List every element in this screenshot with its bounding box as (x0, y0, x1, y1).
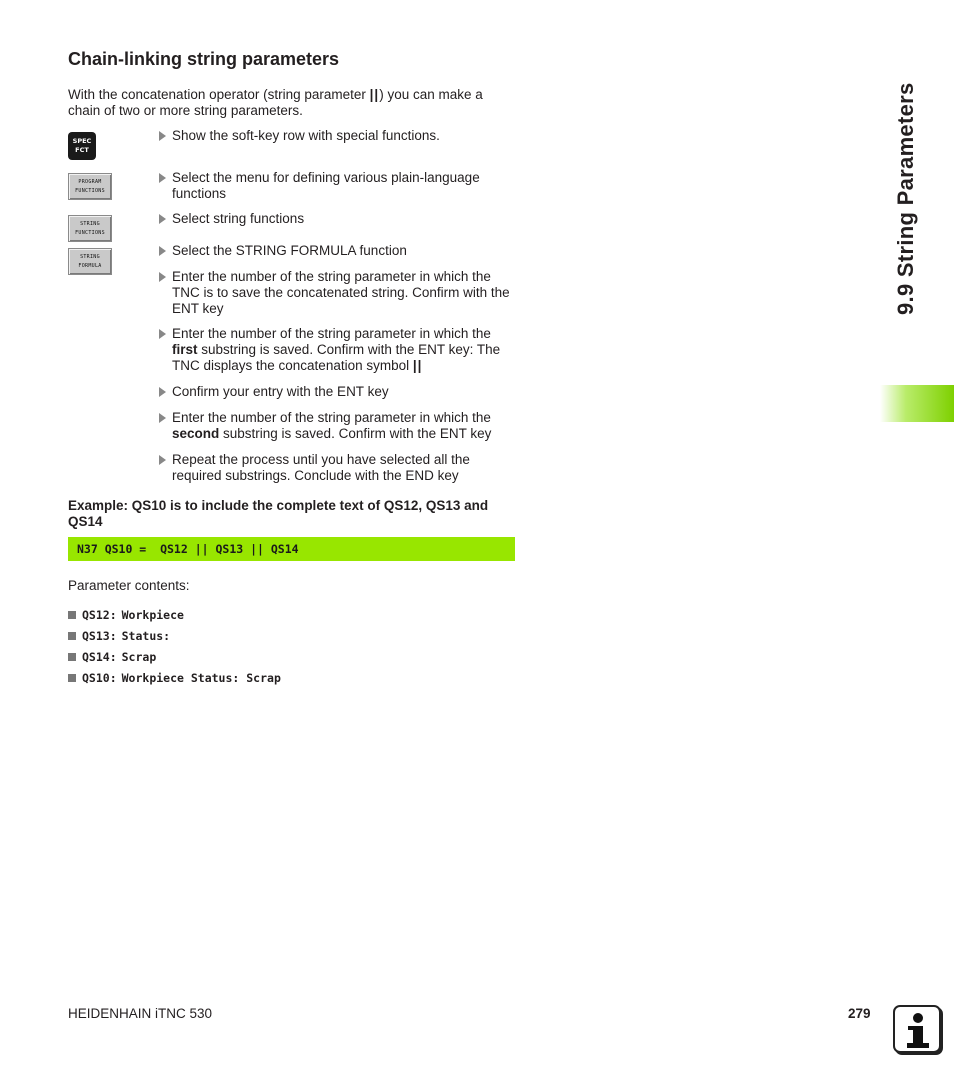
chapter-tab-marker (880, 385, 954, 422)
spec-fct-key-line2: FCT (75, 146, 89, 154)
intro-text: With the concatenation operator (string parameter (68, 87, 370, 102)
parameter-contents-label: Parameter contents: (68, 578, 190, 593)
parameter-name: QS12: (82, 607, 117, 622)
square-bullet-icon (68, 611, 76, 619)
step-arrow-icon (159, 413, 166, 423)
step-text: Select the menu for defining various plain-language functions (172, 170, 480, 201)
step-arrow-icon (159, 131, 166, 141)
step-arrow-icon (159, 329, 166, 339)
parameter-value: Status: (121, 628, 171, 643)
intro-text-end: ) you can make a chain of two or more string parameters. (68, 87, 483, 118)
program-functions-softkey-line1: PROGRAM (78, 178, 102, 185)
step-text: Repeat the process until you have selected all the required substrings. Conclude with the END key (172, 452, 470, 483)
step-text: Show the soft-key row with special functions. (172, 128, 440, 143)
parameter-value: Workpiece Status: Scrap (121, 670, 281, 685)
step-arrow-icon (159, 246, 166, 256)
info-icon (893, 1005, 941, 1053)
intro-paragraph (68, 87, 518, 119)
step-text: Confirm your entry with the ENT key (172, 384, 389, 399)
square-bullet-icon (68, 632, 76, 640)
step-arrow-icon (159, 455, 166, 465)
step-show-softkey-row (159, 128, 519, 144)
step-text-part: substring is saved. Confirm with the ENT key: The TNC displays the concatenation symbol (172, 342, 501, 373)
program-functions-softkey-line2: FUNCTIONS (75, 187, 105, 194)
step-arrow-icon (159, 387, 166, 397)
list-item (68, 625, 281, 646)
step-emphasis-first: first (172, 342, 198, 357)
square-bullet-icon (68, 653, 76, 661)
step-select-string-formula (159, 243, 519, 259)
string-functions-softkey-line2: FUNCTIONS (75, 229, 105, 236)
square-bullet-icon (68, 674, 76, 682)
parameter-name: QS14: (82, 649, 117, 664)
step-text (172, 410, 519, 442)
step-arrow-icon (159, 173, 166, 183)
list-item (68, 646, 281, 667)
string-functions-softkey-line1: STRING (80, 220, 100, 227)
step-confirm-entry (159, 384, 519, 400)
program-functions-softkey (68, 173, 112, 200)
parameter-list (68, 604, 281, 688)
parameter-name: QS10: (82, 670, 117, 685)
list-item (68, 604, 281, 625)
string-functions-softkey (68, 215, 112, 242)
step-emphasis-second: second (172, 426, 220, 441)
example-heading: Example: QS10 is to include the complete text of QS12, QS13 and QS14 (68, 498, 489, 529)
step-text: Select string functions (172, 211, 305, 226)
step-arrow-icon (159, 272, 166, 282)
string-formula-softkey (68, 248, 112, 275)
concatenation-symbol: || (369, 87, 380, 102)
parameter-value: Scrap (121, 649, 157, 664)
step-text: Enter the number of the string parameter in which the TNC is to save the concatenated string. Confirm with the ENT key (172, 269, 510, 316)
page-number: 279 (848, 1006, 871, 1021)
parameter-name: QS13: (82, 628, 117, 643)
example-code-block: N37 QS10 = QS12 || QS13 || QS14 (68, 537, 515, 561)
footer-product-name: HEIDENHAIN iTNC 530 (68, 1006, 213, 1021)
step-text-part: Enter the number of the string parameter in which the (172, 326, 491, 341)
step-repeat-process (159, 452, 519, 484)
step-enter-target-parameter (159, 269, 519, 317)
concatenation-symbol: || (412, 358, 423, 373)
step-text-part: Enter the number of the string parameter in which the (172, 410, 491, 425)
chapter-side-title: 9.9 String Parameters (893, 82, 918, 315)
step-arrow-icon (159, 214, 166, 224)
section-heading: Chain-linking string parameters (68, 49, 340, 69)
step-text-part: substring is saved. Confirm with the ENT key (219, 426, 492, 441)
string-formula-softkey-line1: STRING (80, 253, 100, 260)
parameter-value: Workpiece (121, 607, 184, 622)
step-text (172, 326, 519, 374)
list-item (68, 667, 281, 688)
step-enter-second-substring (159, 410, 519, 442)
step-select-string-functions (159, 211, 519, 227)
step-select-menu (159, 170, 519, 202)
step-text: Select the STRING FORMULA function (172, 243, 407, 258)
step-enter-first-substring (159, 326, 519, 374)
spec-fct-key (68, 132, 96, 160)
spec-fct-key-line1: SPEC (72, 137, 92, 145)
string-formula-softkey-line2: FORMULA (78, 262, 102, 269)
